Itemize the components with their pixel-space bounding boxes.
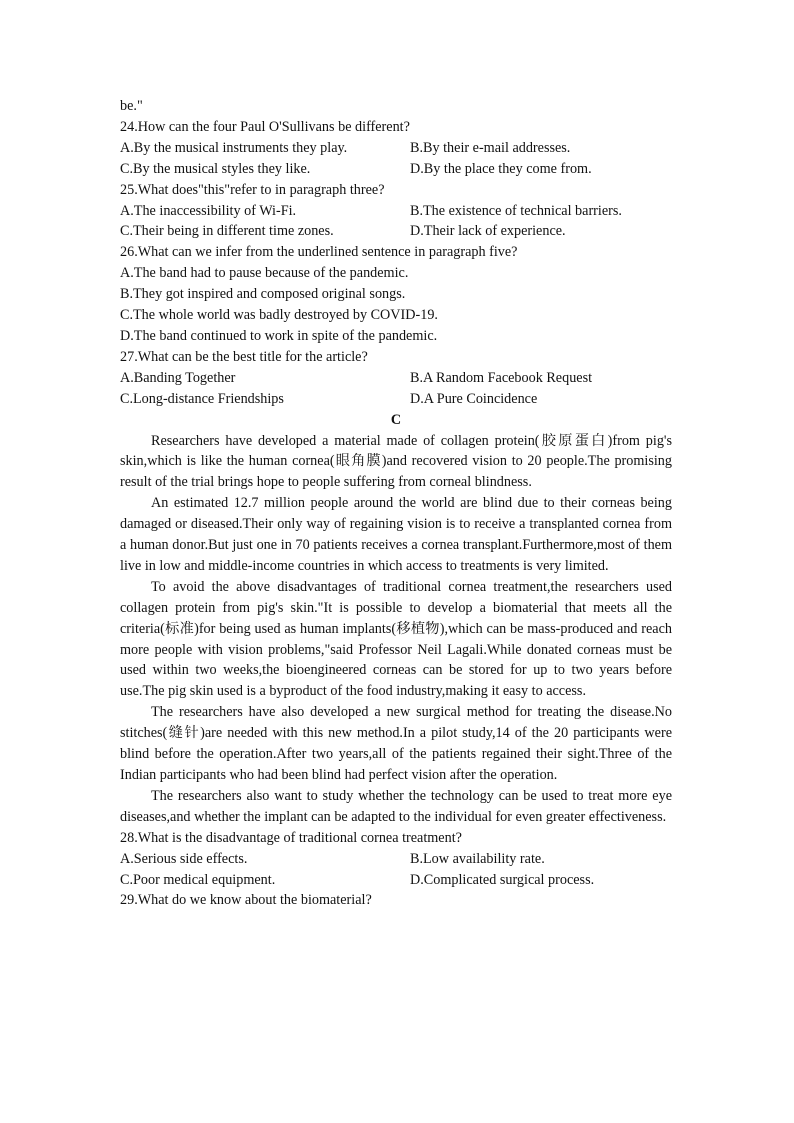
answer-option: D.Complicated surgical process. <box>410 871 595 888</box>
question-stem: 28.What is the disadvantage of traditional cornea treatment? <box>120 829 462 846</box>
answer-option: C.Poor medical equipment. <box>120 871 276 888</box>
answer-option: B.They got inspired and composed original songs. <box>120 286 406 303</box>
answer-option: D.The band continued to work in spite of the pandemic. <box>120 327 438 344</box>
section-letter: C <box>390 411 402 428</box>
question-stem: 27.What can be the best title for the article? <box>120 348 368 365</box>
option-row <box>120 221 672 242</box>
option-row <box>120 849 672 870</box>
passage-paragraph: To avoid the above disadvantages of traditional cornea treatment,the researchers used collagen protein from pig's skin."It is possible to develop a biomaterial that meets all the criteria(标准)for being used as human implants(移植物),which can be mass-produced and reach more people with vision problems,"said Professor Neil Lagali.While donated corneas must be used within two weeks,the bioengineered corneas can be stored for up to two years before use.The pig skin used is a byproduct of the food industry,making it easy to access. <box>120 578 672 700</box>
question-stem: 24.How can the four Paul O'Sullivans be different? <box>120 118 410 135</box>
option-row <box>120 870 672 891</box>
option-row <box>120 159 672 180</box>
answer-option: C.Long-distance Friendships <box>120 390 284 407</box>
answer-option: A.Banding Together <box>120 369 236 386</box>
answer-option: C.The whole world was badly destroyed by COVID-19. <box>120 307 438 324</box>
answer-option: D.By the place they come from. <box>410 160 592 177</box>
passage-paragraph: An estimated 12.7 million people around the world are blind due to their corneas being damaged or diseased.Their only way of regaining vision is to receive a transplanted cornea from a human donor.But just one in 70 patients receives a cornea transplant.Furthermore,most of them live in low and middle-income countries in which access to treatments is very limited. <box>120 495 672 574</box>
option-row <box>120 201 672 222</box>
passage-paragraph: The researchers also want to study whether the technology can be used to treat more eye diseases,and whether the implant can be adapted to the individual for even greater effectiveness. <box>120 787 672 825</box>
answer-option: A.The inaccessibility of Wi-Fi. <box>120 202 297 219</box>
answer-option: B.A Random Facebook Request <box>410 369 593 386</box>
answer-option: A.Serious side effects. <box>120 850 248 867</box>
answer-option: B.Low availability rate. <box>410 850 545 867</box>
answer-option: D.Their lack of experience. <box>410 223 566 240</box>
passage-paragraph: Researchers have developed a material made of collagen protein(胶原蛋白)from pig's skin,which is like the human cornea(眼角膜)and recovered vision to 20 people.The promising result of the trial brings hope to people suffering from corneal blindness. <box>120 432 672 491</box>
question-stem: 25.What does"this"refer to in paragraph three? <box>120 181 385 198</box>
exam-page <box>120 96 672 911</box>
answer-option: B.By their e-mail addresses. <box>410 139 571 156</box>
option-row <box>120 368 672 389</box>
question-stem: 26.What can we infer from the underlined sentence in paragraph five? <box>120 244 518 261</box>
top-fragment: be." <box>120 98 143 114</box>
option-row <box>120 138 672 159</box>
answer-option: A.The band had to pause because of the pandemic. <box>120 265 409 282</box>
answer-option: C.By the musical styles they like. <box>120 160 311 177</box>
passage-paragraph: The researchers have also developed a new surgical method for treating the disease.No stitches(缝针)are needed with this new method.In a pilot study,14 of the 20 participants were blind before the operation.After two years,all of the patients regained their sight.Three of the Indian participants who had been blind had perfect vision after the operation. <box>120 704 672 783</box>
answer-option: B.The existence of technical barriers. <box>410 202 622 219</box>
passage-c <box>120 431 672 828</box>
answer-option: C.Their being in different time zones. <box>120 223 334 240</box>
question-stem: 29.What do we know about the biomaterial? <box>120 892 372 909</box>
questions-after-block <box>120 828 672 912</box>
option-row <box>120 389 672 410</box>
answer-option: D.A Pure Coincidence <box>410 390 538 407</box>
answer-option: A.By the musical instruments they play. <box>120 139 348 156</box>
questions-before-block <box>120 117 672 410</box>
